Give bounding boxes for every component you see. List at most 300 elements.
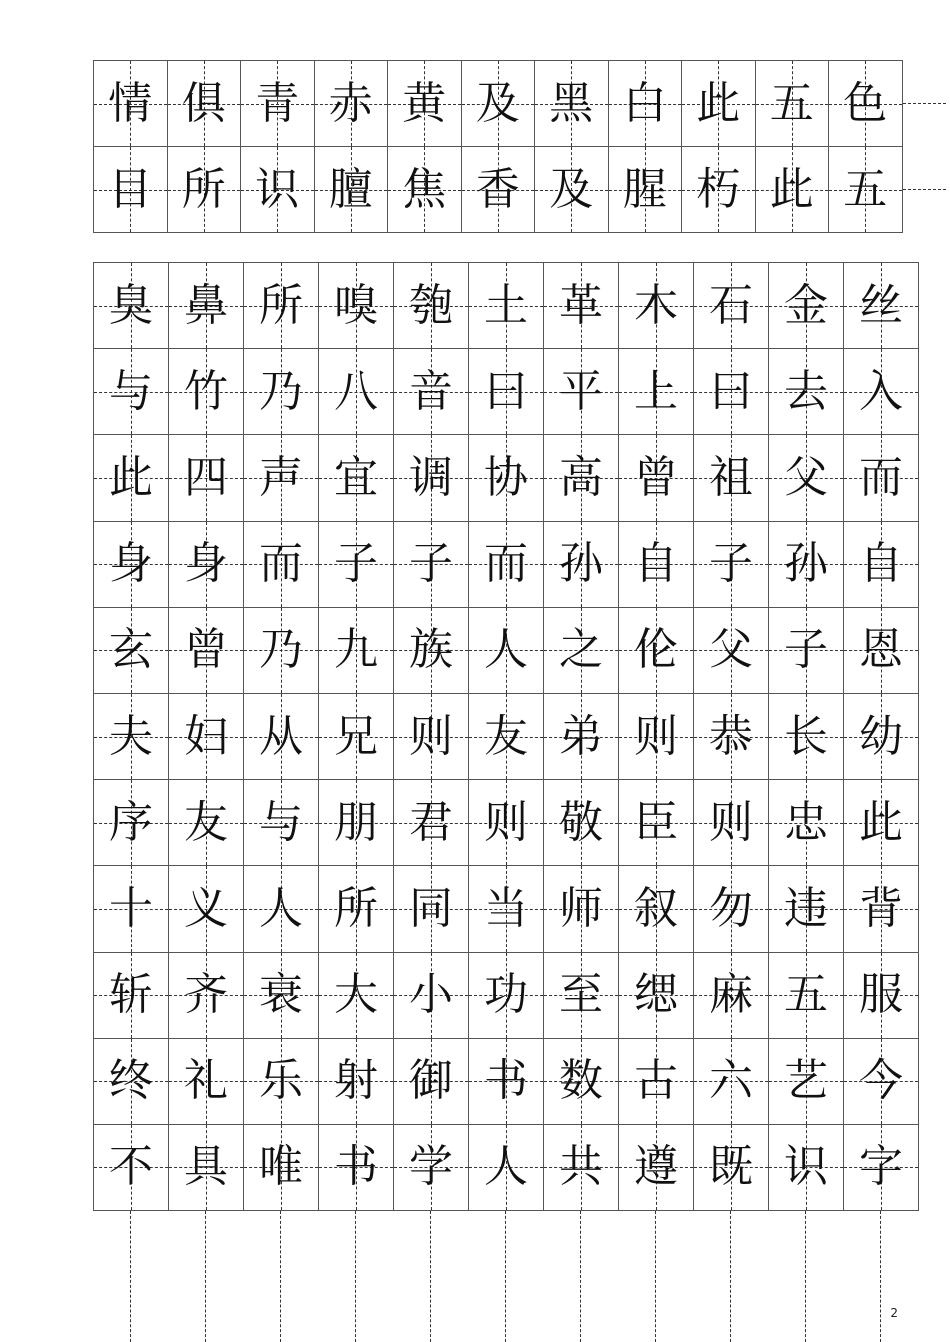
character-cell xyxy=(394,608,469,694)
character-cell xyxy=(244,953,319,1039)
character-cell xyxy=(619,1125,694,1211)
character: 及 xyxy=(549,163,594,215)
character: 具 xyxy=(184,1141,228,1193)
character-cell xyxy=(394,349,469,435)
character: 赤 xyxy=(328,77,373,129)
character: 识 xyxy=(255,163,300,215)
character: 与 xyxy=(109,365,153,417)
character-cell xyxy=(619,263,694,349)
character-cell xyxy=(169,263,244,349)
character: 高 xyxy=(559,451,603,503)
character-cell xyxy=(244,694,319,780)
character-cell xyxy=(244,522,319,608)
character: 身 xyxy=(184,538,228,590)
character-cell xyxy=(168,61,242,147)
character: 所 xyxy=(259,279,303,331)
character: 嗅 xyxy=(334,279,378,331)
character: 礼 xyxy=(184,1055,228,1107)
character: 共 xyxy=(559,1141,603,1193)
character-cell xyxy=(244,608,319,694)
character-cell xyxy=(244,866,319,952)
character-cell xyxy=(544,780,619,866)
character-cell xyxy=(394,953,469,1039)
character-cell xyxy=(769,608,844,694)
character-cell xyxy=(694,1039,769,1125)
character: 麻 xyxy=(709,969,753,1021)
character: 匏 xyxy=(409,279,453,331)
character-cell xyxy=(319,1125,394,1211)
character: 曾 xyxy=(634,451,678,503)
character-cell xyxy=(244,435,319,521)
character: 此 xyxy=(859,796,903,848)
character: 乃 xyxy=(259,624,303,676)
character-cell xyxy=(619,522,694,608)
character: 子 xyxy=(709,538,753,590)
character: 乃 xyxy=(259,365,303,417)
character-cell xyxy=(694,522,769,608)
character: 焦 xyxy=(402,163,447,215)
character-cell xyxy=(619,435,694,521)
character-cell xyxy=(769,780,844,866)
character-cell xyxy=(544,608,619,694)
character: 此 xyxy=(769,163,814,215)
character: 所 xyxy=(181,163,226,215)
character: 调 xyxy=(409,451,453,503)
character: 长 xyxy=(784,710,828,762)
character: 五 xyxy=(769,77,814,129)
character-cell xyxy=(244,263,319,349)
character-cell xyxy=(94,694,169,780)
character: 身 xyxy=(109,538,153,590)
character: 六 xyxy=(709,1055,753,1107)
character: 目 xyxy=(108,163,153,215)
character: 上 xyxy=(634,365,678,417)
character-cell xyxy=(544,349,619,435)
character-cell xyxy=(169,435,244,521)
character-cell xyxy=(694,953,769,1039)
character-cell xyxy=(169,1039,244,1125)
character: 数 xyxy=(559,1055,603,1107)
character: 五 xyxy=(784,969,828,1021)
character: 孙 xyxy=(559,538,603,590)
character: 膻 xyxy=(328,163,373,215)
character-cell xyxy=(769,953,844,1039)
character: 大 xyxy=(334,969,378,1021)
character-cell xyxy=(469,953,544,1039)
character-cell xyxy=(394,522,469,608)
character-cell xyxy=(844,866,919,952)
guide-line xyxy=(655,1211,656,1342)
character: 当 xyxy=(484,882,528,934)
character-cell xyxy=(241,61,315,147)
character-cell xyxy=(319,522,394,608)
character-cell xyxy=(469,694,544,780)
character: 衰 xyxy=(259,969,303,1021)
character: 金 xyxy=(784,279,828,331)
character-cell xyxy=(694,1125,769,1211)
character: 父 xyxy=(709,624,753,676)
character: 八 xyxy=(334,365,378,417)
character-cell xyxy=(388,147,462,233)
character: 字 xyxy=(859,1141,903,1193)
character: 臣 xyxy=(634,796,678,848)
character-cell xyxy=(388,61,462,147)
character-cell xyxy=(769,522,844,608)
character-cell xyxy=(544,1125,619,1211)
character-cell xyxy=(769,866,844,952)
character: 叙 xyxy=(634,882,678,934)
character-cell xyxy=(241,147,315,233)
character: 香 xyxy=(475,163,520,215)
character: 友 xyxy=(184,796,228,848)
guide-line xyxy=(355,1211,356,1342)
character: 曾 xyxy=(184,624,228,676)
character-cell xyxy=(544,694,619,780)
character: 音 xyxy=(409,365,453,417)
character: 而 xyxy=(259,538,303,590)
character: 恩 xyxy=(859,624,903,676)
guide-line xyxy=(580,1211,581,1342)
character: 书 xyxy=(334,1141,378,1193)
character: 而 xyxy=(484,538,528,590)
character-cell xyxy=(756,147,830,233)
character: 勿 xyxy=(709,882,753,934)
character-cell xyxy=(169,866,244,952)
character-cell xyxy=(694,780,769,866)
character-cell xyxy=(394,1125,469,1211)
character-cell xyxy=(319,953,394,1039)
character: 子 xyxy=(784,624,828,676)
character-cell xyxy=(319,608,394,694)
character: 从 xyxy=(259,710,303,762)
character: 则 xyxy=(709,796,753,848)
character-cell xyxy=(619,694,694,780)
character: 孙 xyxy=(784,538,828,590)
character: 鼻 xyxy=(184,279,228,331)
character-cell xyxy=(694,608,769,694)
character-cell xyxy=(244,1039,319,1125)
character: 识 xyxy=(784,1141,828,1193)
character-cell xyxy=(169,780,244,866)
character-cell xyxy=(769,435,844,521)
character-cell xyxy=(535,147,609,233)
character: 子 xyxy=(409,538,453,590)
character: 弟 xyxy=(559,710,603,762)
character-cell xyxy=(544,522,619,608)
character-cell xyxy=(319,263,394,349)
character: 情 xyxy=(108,77,153,129)
character-cell xyxy=(394,435,469,521)
character: 伦 xyxy=(634,624,678,676)
character-cell xyxy=(694,866,769,952)
character-cell xyxy=(469,349,544,435)
character-cell xyxy=(94,61,168,147)
character-cell xyxy=(829,147,903,233)
character-cell xyxy=(94,349,169,435)
character: 白 xyxy=(622,77,667,129)
character-cell xyxy=(394,866,469,952)
character: 忠 xyxy=(784,796,828,848)
character: 书 xyxy=(484,1055,528,1107)
character-cell xyxy=(682,61,756,147)
character: 父 xyxy=(784,451,828,503)
character-cell xyxy=(544,435,619,521)
character-cell xyxy=(844,435,919,521)
character-cell xyxy=(315,61,389,147)
character-cell xyxy=(694,263,769,349)
character-cell xyxy=(469,522,544,608)
character: 不 xyxy=(109,1141,153,1193)
character-cell xyxy=(844,522,919,608)
character: 小 xyxy=(409,969,453,1021)
character: 及 xyxy=(475,77,520,129)
character-cell xyxy=(469,1039,544,1125)
character: 唯 xyxy=(259,1141,303,1193)
practice-grid-top xyxy=(93,60,903,233)
character: 义 xyxy=(184,882,228,934)
character: 缌 xyxy=(634,969,678,1021)
character: 竹 xyxy=(184,365,228,417)
character: 古 xyxy=(634,1055,678,1107)
character: 恭 xyxy=(709,710,753,762)
character-cell xyxy=(462,147,536,233)
character: 人 xyxy=(484,1141,528,1193)
character-cell xyxy=(469,780,544,866)
character: 声 xyxy=(259,451,303,503)
character: 俱 xyxy=(181,77,226,129)
character: 宜 xyxy=(334,451,378,503)
character-cell xyxy=(394,1039,469,1125)
guide-line xyxy=(505,1211,506,1342)
character-cell xyxy=(469,435,544,521)
character-cell xyxy=(844,780,919,866)
character: 祖 xyxy=(709,451,753,503)
character: 妇 xyxy=(184,710,228,762)
character-cell xyxy=(619,953,694,1039)
character: 斩 xyxy=(109,969,153,1021)
character: 子 xyxy=(334,538,378,590)
character: 背 xyxy=(859,882,903,934)
character-cell xyxy=(694,349,769,435)
character-cell xyxy=(94,1125,169,1211)
character-cell xyxy=(619,866,694,952)
character: 玄 xyxy=(109,624,153,676)
character: 石 xyxy=(709,279,753,331)
character: 终 xyxy=(109,1055,153,1107)
character: 同 xyxy=(409,882,453,934)
character: 射 xyxy=(334,1055,378,1107)
character-cell xyxy=(844,953,919,1039)
character: 去 xyxy=(784,365,828,417)
character-cell xyxy=(94,435,169,521)
character-cell xyxy=(169,953,244,1039)
character: 既 xyxy=(709,1141,753,1193)
character: 违 xyxy=(784,882,828,934)
character: 四 xyxy=(184,451,228,503)
character-cell xyxy=(394,780,469,866)
character: 人 xyxy=(484,624,528,676)
character: 族 xyxy=(409,624,453,676)
character-cell xyxy=(94,522,169,608)
character: 夫 xyxy=(109,710,153,762)
character-cell xyxy=(319,349,394,435)
character-cell xyxy=(244,349,319,435)
character: 师 xyxy=(559,882,603,934)
character: 丝 xyxy=(859,279,903,331)
character: 之 xyxy=(559,624,603,676)
character: 青 xyxy=(255,77,300,129)
character-cell xyxy=(619,349,694,435)
character: 艺 xyxy=(784,1055,828,1107)
guide-line xyxy=(430,1211,431,1342)
character-cell xyxy=(469,866,544,952)
character: 曰 xyxy=(709,365,753,417)
character-cell xyxy=(319,694,394,780)
character: 序 xyxy=(109,796,153,848)
character: 服 xyxy=(859,969,903,1021)
guide-line xyxy=(280,1211,281,1342)
character: 十 xyxy=(109,882,153,934)
character: 齐 xyxy=(184,969,228,1021)
character-cell xyxy=(844,694,919,780)
character: 黄 xyxy=(402,77,447,129)
character-cell xyxy=(769,349,844,435)
character: 则 xyxy=(484,796,528,848)
character-cell xyxy=(844,263,919,349)
character: 此 xyxy=(109,451,153,503)
character: 御 xyxy=(409,1055,453,1107)
character-cell xyxy=(94,147,168,233)
character: 所 xyxy=(334,882,378,934)
character-cell xyxy=(769,694,844,780)
character-cell xyxy=(619,1039,694,1125)
character-cell xyxy=(394,263,469,349)
character-cell xyxy=(169,522,244,608)
character-cell xyxy=(609,147,683,233)
character-cell xyxy=(169,1125,244,1211)
character: 至 xyxy=(559,969,603,1021)
character: 遵 xyxy=(634,1141,678,1193)
page-number: 2 xyxy=(890,1306,898,1320)
character-cell xyxy=(319,780,394,866)
character: 自 xyxy=(634,538,678,590)
character: 协 xyxy=(484,451,528,503)
character-cell xyxy=(169,349,244,435)
character: 曰 xyxy=(484,365,528,417)
character-cell xyxy=(168,147,242,233)
character-cell xyxy=(544,1039,619,1125)
character: 入 xyxy=(859,365,903,417)
character: 此 xyxy=(696,77,741,129)
character: 敬 xyxy=(559,796,603,848)
character-cell xyxy=(315,147,389,233)
character: 幼 xyxy=(859,710,903,762)
character-cell xyxy=(94,263,169,349)
character: 土 xyxy=(484,279,528,331)
guide-line xyxy=(903,103,947,104)
character: 木 xyxy=(634,279,678,331)
guide-line xyxy=(730,1211,731,1342)
character-cell xyxy=(319,1039,394,1125)
character: 兄 xyxy=(334,710,378,762)
guide-line xyxy=(903,189,947,190)
character: 平 xyxy=(559,365,603,417)
character-cell xyxy=(169,608,244,694)
character: 则 xyxy=(409,710,453,762)
character: 乐 xyxy=(259,1055,303,1107)
character-cell xyxy=(94,780,169,866)
character-cell xyxy=(769,263,844,349)
guide-line xyxy=(130,1211,131,1342)
character-cell xyxy=(694,694,769,780)
character: 而 xyxy=(859,451,903,503)
character: 朋 xyxy=(334,796,378,848)
character: 则 xyxy=(634,710,678,762)
character-cell xyxy=(94,953,169,1039)
character-cell xyxy=(394,694,469,780)
character: 色 xyxy=(843,77,888,129)
character: 学 xyxy=(409,1141,453,1193)
character-cell xyxy=(844,1125,919,1211)
character: 九 xyxy=(334,624,378,676)
character: 腥 xyxy=(622,163,667,215)
character-cell xyxy=(244,1125,319,1211)
character-cell xyxy=(682,147,756,233)
character: 君 xyxy=(409,796,453,848)
guide-line xyxy=(205,1211,206,1342)
character-cell xyxy=(829,61,903,147)
character: 友 xyxy=(484,710,528,762)
character-cell xyxy=(619,780,694,866)
character-cell xyxy=(769,1125,844,1211)
character-cell xyxy=(544,953,619,1039)
character-cell xyxy=(319,435,394,521)
character: 臭 xyxy=(109,279,153,331)
character: 与 xyxy=(259,796,303,848)
character-cell xyxy=(844,349,919,435)
character-cell xyxy=(94,608,169,694)
character-cell xyxy=(169,694,244,780)
character-cell xyxy=(756,61,830,147)
character-cell xyxy=(844,1039,919,1125)
character-cell xyxy=(544,263,619,349)
character-cell xyxy=(469,1125,544,1211)
character-cell xyxy=(544,866,619,952)
character: 五 xyxy=(843,163,888,215)
character-cell xyxy=(462,61,536,147)
character: 功 xyxy=(484,969,528,1021)
character: 革 xyxy=(559,279,603,331)
guide-line xyxy=(880,1211,881,1342)
character-cell xyxy=(469,263,544,349)
character: 人 xyxy=(259,882,303,934)
character-cell xyxy=(244,780,319,866)
character-cell xyxy=(769,1039,844,1125)
character-cell xyxy=(319,866,394,952)
practice-grid-main xyxy=(93,262,919,1211)
character: 今 xyxy=(859,1055,903,1107)
character-cell xyxy=(619,608,694,694)
character-cell xyxy=(844,608,919,694)
guide-line xyxy=(805,1211,806,1342)
character-cell xyxy=(469,608,544,694)
character-cell xyxy=(94,1039,169,1125)
character-cell xyxy=(694,435,769,521)
character: 黑 xyxy=(549,77,594,129)
character: 自 xyxy=(859,538,903,590)
character: 朽 xyxy=(696,163,741,215)
character-cell xyxy=(609,61,683,147)
